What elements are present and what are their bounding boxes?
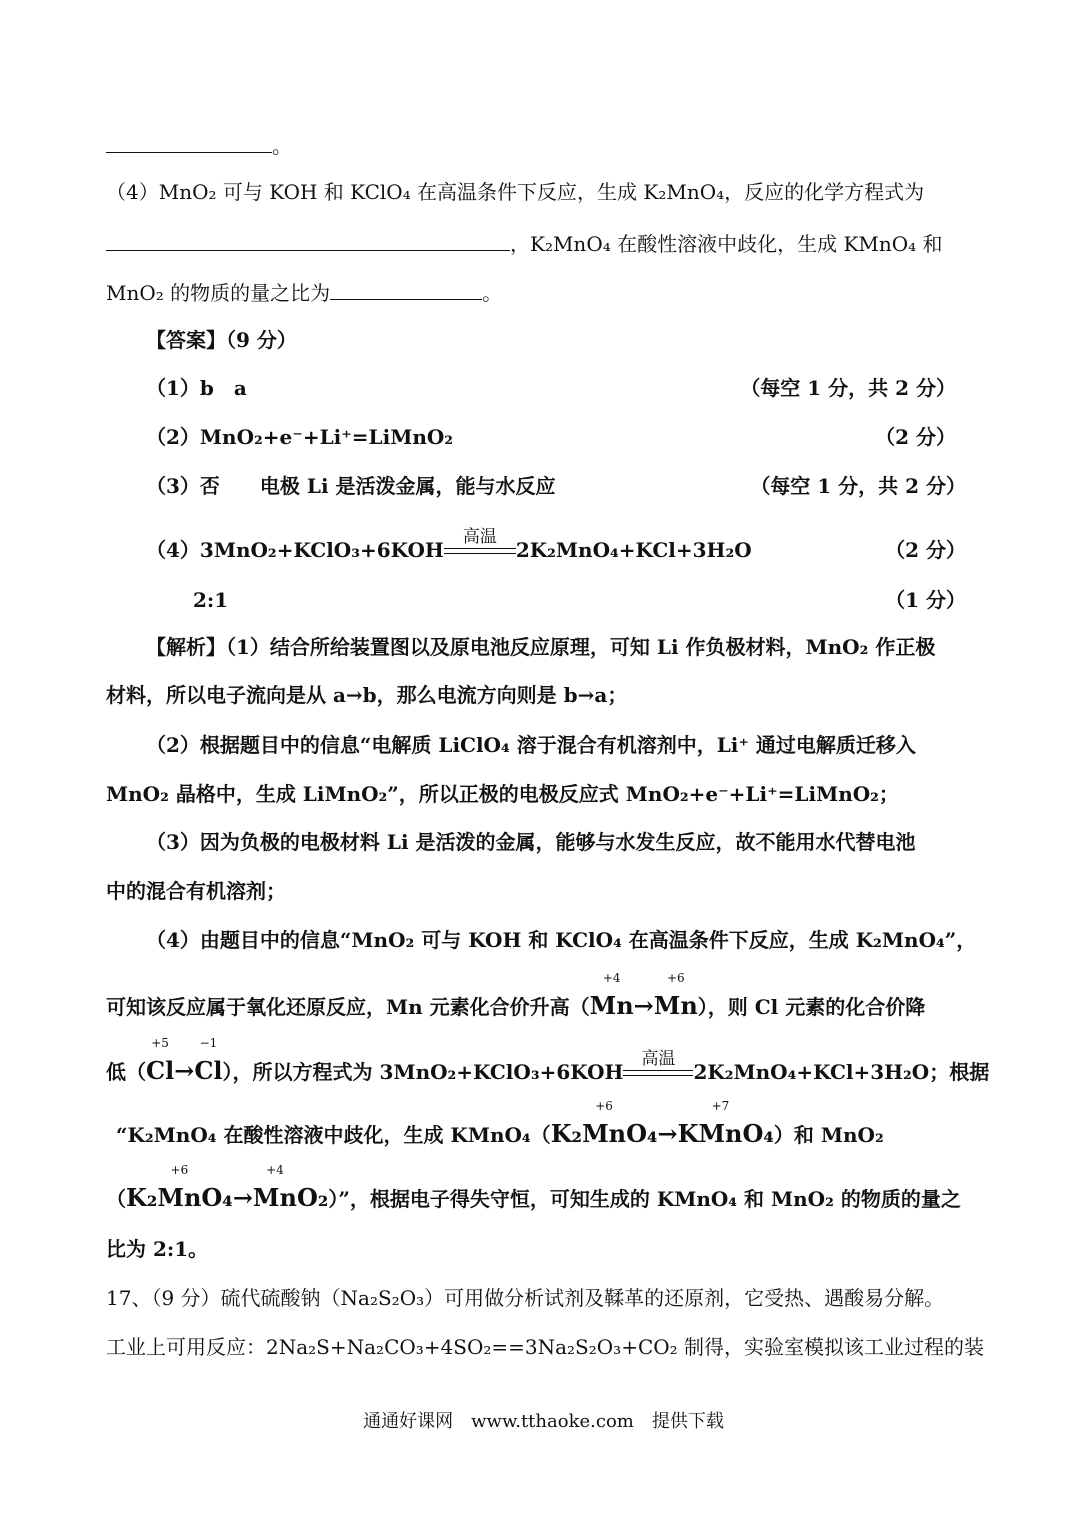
formula-part: K₂ [126,1183,158,1212]
oxidation-number: +6 [666,971,685,985]
analysis-4b [106,971,981,1021]
element-symbol: Cl [146,1056,175,1085]
answer-blank [106,228,510,251]
analysis-text: ），则 Cl 元素的化合价降 [697,995,926,1019]
reaction-condition-sign [444,526,516,557]
formula-part: K [677,1119,699,1148]
reaction-condition-sign [623,1048,693,1079]
answer-blank [106,130,272,153]
answer-3-score: （每空 1 分，共 2 分） [750,474,966,498]
element-symbol: Mn [698,1119,743,1148]
answer-4-products: 2K₂MnO₄+KCl+3H₂O [515,538,752,562]
oxidation-state-cl [194,1036,223,1085]
element-symbol: Mn [252,1183,297,1212]
q16-tail-line [106,130,981,160]
arrow-icon: → [633,991,654,1020]
answer-2 [146,423,956,451]
answer-heading: 【答案】（9 分） [146,328,297,352]
analysis-text: ）”，根据电子得失守恒，可知生成的 KMnO₄ 和 MnO₂ 的物质的量之 [328,1187,961,1211]
page-footer: 通通好课网 www.tthaoke.com 提供下载 [363,1411,724,1432]
q16-part4-line2 [106,228,981,258]
answer-1-score: （每空 1 分，共 2 分） [740,376,956,400]
oxidation-number: −1 [199,1036,218,1050]
sentence-end: 。 [272,134,292,158]
analysis-text: 可知该反应属于氧化还原反应，Mn 元素化合价升高（ [106,995,590,1019]
analysis-3a: （3）因为负极的电极材料 Li 是活泼的金属，能够与水发生反应，故不能用水代替电池 [146,830,916,854]
element-symbol: Mn [157,1183,202,1212]
oxidation-number: +4 [602,971,621,985]
analysis-text: ）和 MnO₂ [773,1123,884,1147]
answer-4-score: （2 分） [885,538,966,562]
sentence-end: 。 [482,281,503,305]
q17-line1: 17、（9 分）硫代硫酸钠（Na₂S₂O₃）可用做分析试剂及鞣革的还原剂，它受热、遇酸易分解。 [106,1286,945,1310]
element-symbol: Cl [194,1056,223,1085]
oxidation-number: +6 [595,1099,613,1113]
analysis-text: 低（ [106,1060,146,1084]
q16-part4-text: ，K₂MnO₄ 在酸性溶液中歧化，生成 KMnO₄ 和 [510,232,943,256]
oxidation-state-mn [589,971,634,1020]
analysis-1b: 材料，所以电子流向是从 a→b，那么电流方向则是 b→a； [106,683,628,707]
oxidation-number: +5 [151,1036,169,1050]
reaction-condition-label: 高温 [462,526,497,547]
analysis-text: ），所以方程式为 3MnO₂+KClO₃+6KOH [222,1060,624,1084]
oxidation-number: +6 [170,1163,189,1177]
reaction-condition-label: 高温 [641,1048,676,1069]
answer-1 [146,374,956,402]
q17-line2: 工业上可用反应：2Na₂S+Na₂CO₃+4SO₂==3Na₂S₂O₃+CO₂ 制得，实验室模拟该工业过程的装 [106,1335,985,1359]
answer-5-text: 2:1 [193,588,229,612]
element-symbol: Mn [582,1119,627,1148]
analysis-2b: MnO₂ 晶格中，生成 LiMnO₂”，所以正极的电极反应式 MnO₂+e⁻+Li⁺=LiMnO₂； [106,782,899,806]
answer-4 [146,526,966,564]
answer-3-text: （3）否 电极 Li 是活泼金属，能与水反应 [146,474,556,498]
analysis-text: 2K₂MnO₄+KCl+3H₂O；根据 [693,1060,990,1084]
oxidation-state-mn [698,1099,743,1148]
analysis-1a: 【解析】（1）结合所给装置图以及原电池反应原理，可知 Li 作负极材料，MnO₂ 作正极 [146,635,936,659]
arrow-icon: → [657,1119,678,1148]
arrow-icon: → [232,1183,253,1212]
answer-5-score: （1 分） [885,588,966,612]
element-symbol: Mn [653,991,698,1020]
analysis-4c [106,1036,990,1086]
formula-part: O₄ [201,1183,233,1212]
analysis-4e [106,1163,981,1213]
formula-part: O₂ [296,1183,329,1212]
answer-4-reactants: （4）3MnO₂+KClO₃+6KOH [146,538,444,562]
answer-5 [193,586,966,614]
q16-part4-text: MnO₂ 的物质的量之比为 [106,281,331,305]
analysis-4a: （4）由题目中的信息“MnO₂ 可与 KOH 和 KClO₄ 在高温条件下反应，生成 K₂MnO₄”， [146,928,977,952]
analysis-4d [116,1099,991,1149]
analysis-3b: 中的混合有机溶剂； [106,879,286,903]
oxidation-number: +7 [711,1099,730,1113]
answer-1-text: （1）b a [146,376,247,400]
oxidation-state-mn [252,1163,297,1212]
analysis-2a: （2）根据题目中的信息“电解质 LiClO₄ 溶于混合有机溶剂中，Li⁺ 通过电解质迁移入 [146,733,916,757]
element-symbol: Mn [589,991,634,1020]
analysis-text: （ [106,1187,126,1211]
q16-part4-line3 [106,277,981,307]
analysis-text: “K₂MnO₄ 在酸性溶液中歧化，生成 KMnO₄（ [116,1123,551,1147]
oxidation-number: +4 [266,1163,284,1177]
oxidation-state-mn [157,1163,202,1212]
formula-part: O₄ [626,1119,658,1148]
oxidation-state-mn [582,1099,627,1148]
oxidation-state-cl [146,1036,175,1085]
answer-2-score: （2 分） [875,425,956,449]
formula-part: O₄ [742,1119,774,1148]
answer-3 [146,472,966,500]
arrow-icon: → [174,1056,195,1085]
q16-part4-line1: （4）MnO₂ 可与 KOH 和 KClO₄ 在高温条件下反应，生成 K₂MnO₄，反应的化学方程式为 [106,180,925,204]
formula-part: K₂ [550,1119,583,1148]
analysis-4f: 比为 2:1。 [106,1237,209,1261]
answer-blank [330,277,482,300]
answer-2-text: （2）MnO₂+e⁻+Li⁺=LiMnO₂ [146,425,454,449]
oxidation-state-mn [653,971,698,1020]
